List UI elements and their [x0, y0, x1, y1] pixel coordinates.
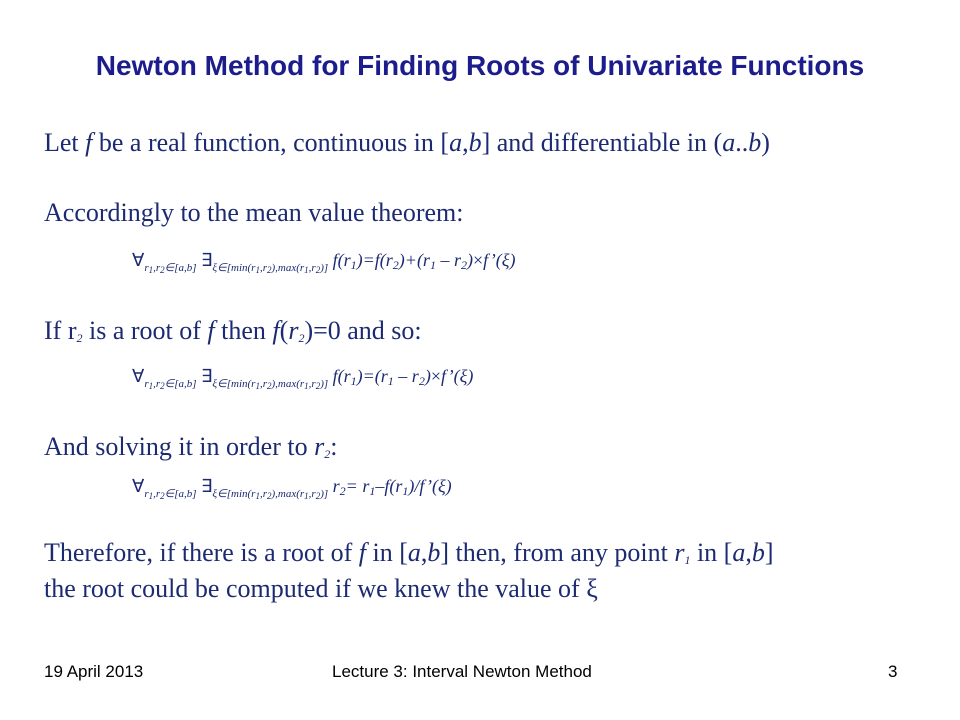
- formula-root-substituted: $\forall_{r1,r2\in[a,b]}$ $\exists_{\xi\in[min(r1,r2),max(r1,r2)]}$ $f(r_1)=(r_1$ – $r_2)\times f’(\xi)$: [132, 366, 474, 391]
- paragraph-conclusion-line-2: the root could be computed if we knew the value of ξ: [44, 574, 598, 603]
- footer-lecture-title: Lecture 3: Interval Newton Method: [332, 662, 592, 681]
- paragraph-conclusion-line-1: Therefore, if there is a root of f in [a,b] then, from any point $r_1$ in [a,b]: [44, 538, 774, 567]
- formula-newton-step: $\forall_{r1,r2\in[a,b]}$ $\exists_{\xi\in[min(r1,r2),max(r1,r2)]}$ $r_2=$ $r_1-f(r_1)/f’(\xi)$: [132, 476, 452, 501]
- paragraph-mean-value-intro: Accordingly to the mean value theorem:: [44, 198, 464, 227]
- footer-date: 19 April 2013: [44, 662, 144, 681]
- formula-mean-value-theorem: $\forall_{r1,r2\in[a,b]}$ $\exists_{\xi\in[min(r1,r2),max(r1,r2)]}$ $f(r_1)=f(r_2)+(r_1$ – $r_2)\times f’(\xi)$: [132, 250, 516, 275]
- paragraph-definition: Let f be a real function, continuous in [a,b] and differentiable in (a..b): [44, 128, 770, 157]
- footer-page-number: 3: [888, 662, 898, 681]
- slide-title: Newton Method for Finding Roots of Univariate Functions: [95, 50, 865, 81]
- paragraph-root-condition: If $r_2$ is a root of f then $f(r_2)=0$ and so:: [44, 316, 422, 345]
- paragraph-solve-for-r2: And solving it in order to $r_2$:: [44, 432, 338, 461]
